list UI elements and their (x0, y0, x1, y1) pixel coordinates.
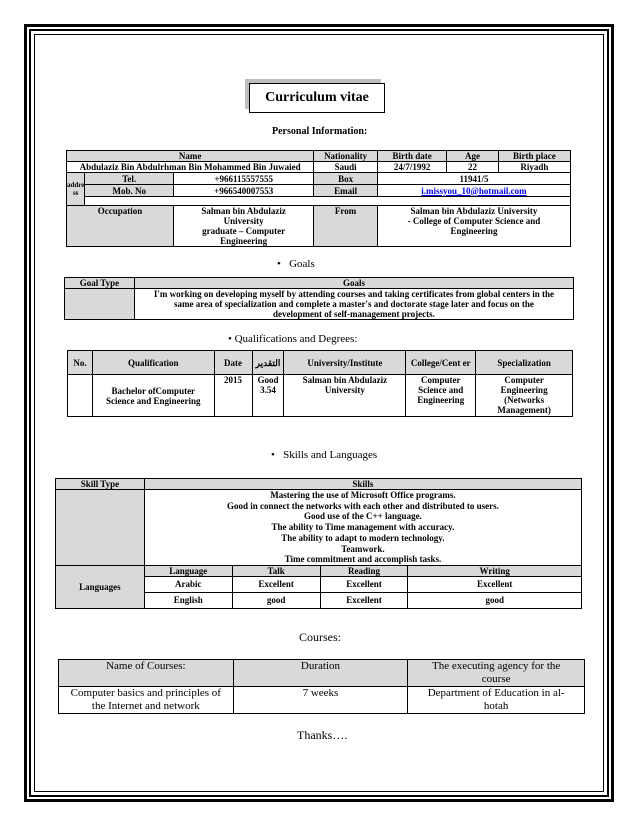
agency-line-2: hotah (483, 700, 509, 712)
box-label: Box (314, 173, 378, 185)
skill-item: Good in connect the networks with each other and distributed to users. (227, 500, 499, 511)
from-line-2: - College of Computer Science and (407, 216, 541, 226)
duration-header: Duration (233, 660, 408, 687)
address-label: addre ss (67, 173, 85, 206)
university-line-1: Salman bin Abdulaziz (302, 375, 388, 385)
college-line-1: Computer (420, 375, 461, 385)
university-header: University/Institute (284, 351, 406, 375)
writing-cell: Excellent (408, 576, 582, 592)
from-line-3: Engineering (450, 226, 498, 236)
name-value: Abdulaziz Bin Abdulrhman Bin Mohammed Bin Juwaied (67, 162, 314, 173)
agency-header-line-2: course (481, 673, 511, 685)
college-cell (406, 375, 476, 417)
language-cell: Arabic (144, 576, 232, 592)
skills-heading-text: Skills and Languages (283, 449, 378, 461)
qualifications-table (67, 350, 573, 417)
specialization-line-2: Engineering (500, 385, 548, 395)
date-cell: 2015 (214, 375, 252, 417)
specialization-line-4: Management) (497, 405, 551, 415)
college-header: College/Cent er (406, 351, 476, 375)
occupation-line-4: Engineering (220, 236, 268, 246)
talk-header: Talk (232, 565, 320, 576)
languages-label: Languages (56, 565, 145, 608)
skill-item: Time commitment and accomplish tasks. (284, 554, 442, 565)
from-line-1: Salman bin Abdulaziz University (410, 206, 538, 216)
course-name-cell (59, 687, 234, 714)
box-value: 11941/5 (377, 173, 570, 185)
occupation-line-3: graduate – Computer (202, 226, 286, 236)
occupation-label: Occupation (67, 206, 174, 247)
goals-line-3: development of self-management projects. (273, 309, 435, 319)
personal-heading: Personal Information: (272, 126, 368, 137)
courses-table (58, 659, 585, 714)
writing-cell: good (408, 592, 582, 608)
reading-header: Reading (320, 565, 408, 576)
goals-line-1: I'm working on developing myself by attending courses and taking certificates from global centers in the (153, 289, 554, 299)
grade-header: التقدير (252, 351, 284, 375)
goals-line-2: same area of specialization and complete a master's and doctorate stage later and focus on the (174, 299, 534, 309)
tel-value: +966115557555 (174, 173, 314, 185)
specialization-line-1: Computer (504, 375, 544, 385)
specialization-header: Specialization (476, 351, 573, 375)
agency-header-line-1: The executing agency for the (432, 660, 561, 672)
qualification-line-1: Bachelor ofComputer (111, 385, 196, 396)
email-link[interactable]: i.missyou_10@hotmail.com (421, 185, 527, 196)
duration-cell: 7 weeks (233, 687, 408, 714)
college-line-2: Science and (418, 385, 464, 395)
qualification-header: Qualification (92, 351, 214, 375)
birth-place-value: Riyadh (498, 162, 570, 173)
skills-header: Skills (144, 479, 581, 490)
skill-item: The ability to adapt to modern technology. (281, 532, 445, 543)
goals-heading: • Goals (277, 258, 315, 270)
occupation-line-1: Salman bin Abdulaziz (201, 206, 286, 216)
thanks-text: Thanks…. (297, 728, 348, 742)
grade-line-1: Good (257, 375, 279, 385)
agency-header (408, 660, 585, 687)
occupation-value (174, 206, 314, 247)
no-cell (68, 375, 93, 417)
goals-table (64, 277, 574, 320)
skill-item: Good use of the C++ language. (304, 511, 422, 522)
college-line-3: Engineering (417, 395, 465, 405)
birth-place-header: Birth place (498, 151, 570, 162)
skills-list (144, 490, 581, 566)
reading-cell: Excellent (320, 592, 408, 608)
course-name-line-2: the Internet and network (91, 700, 200, 712)
mob-value: +966540007553 (174, 185, 314, 197)
agency-cell (408, 687, 585, 714)
name-header: Name (67, 151, 314, 162)
skills-table (55, 478, 582, 609)
skill-type-header: Skill Type (56, 479, 145, 490)
talk-cell: good (232, 592, 320, 608)
from-label: From (314, 206, 378, 247)
specialization-cell (476, 375, 573, 417)
occupation-line-2: University (223, 216, 264, 226)
courses-heading: Courses: (299, 630, 341, 644)
goal-type-header: Goal Type (65, 278, 135, 289)
skill-item: Teamwork. (341, 543, 385, 554)
from-value (377, 206, 570, 247)
language-header: Language (144, 565, 232, 576)
mob-label: Mob. No (85, 185, 174, 197)
age-header: Age (447, 151, 498, 162)
skill-item: The ability to Time management with accuracy. (271, 522, 455, 533)
qualifications-heading: • Qualifications and Degrees: (228, 333, 358, 345)
nationality-header: Nationality (314, 151, 378, 162)
grade-cell (252, 375, 284, 417)
nationality-value: Saudi (314, 162, 378, 173)
course-name-line-1: Computer basics and principles of (70, 687, 221, 699)
goal-type-cell (65, 289, 135, 320)
qualification-line-2: Science and Engineering (106, 395, 201, 406)
talk-cell: Excellent (232, 576, 320, 592)
tel-label: Tel. (85, 173, 174, 185)
birth-date-header: Birth date (377, 151, 446, 162)
goals-heading-text: Goals (289, 258, 315, 270)
no-header: No. (68, 351, 93, 375)
agency-line-1: Department of Education in al- (427, 687, 565, 699)
reading-cell: Excellent (320, 576, 408, 592)
skill-item: Mastering the use of Microsoft Office programs. (270, 490, 456, 500)
university-cell (284, 375, 406, 417)
goals-text (134, 289, 573, 320)
grade-line-2: 3.54 (260, 385, 276, 395)
birth-date-value: 24/7/1992 (377, 162, 446, 173)
age-value: 22 (447, 162, 498, 173)
qualification-cell (92, 375, 214, 417)
language-cell: English (144, 592, 232, 608)
personal-table (66, 150, 571, 247)
specialization-line-3: (Networks (504, 395, 545, 405)
goals-header: Goals (134, 278, 573, 289)
email-label: Email (314, 185, 378, 197)
writing-header: Writing (408, 565, 582, 576)
course-name-header: Name of Courses: (59, 660, 234, 687)
date-header: Date (214, 351, 252, 375)
cv-title: Curriculum vitae (249, 83, 385, 113)
skills-heading: • Skills and Languages (271, 449, 378, 461)
university-line-2: University (324, 385, 365, 395)
skill-type-cell (56, 490, 145, 566)
